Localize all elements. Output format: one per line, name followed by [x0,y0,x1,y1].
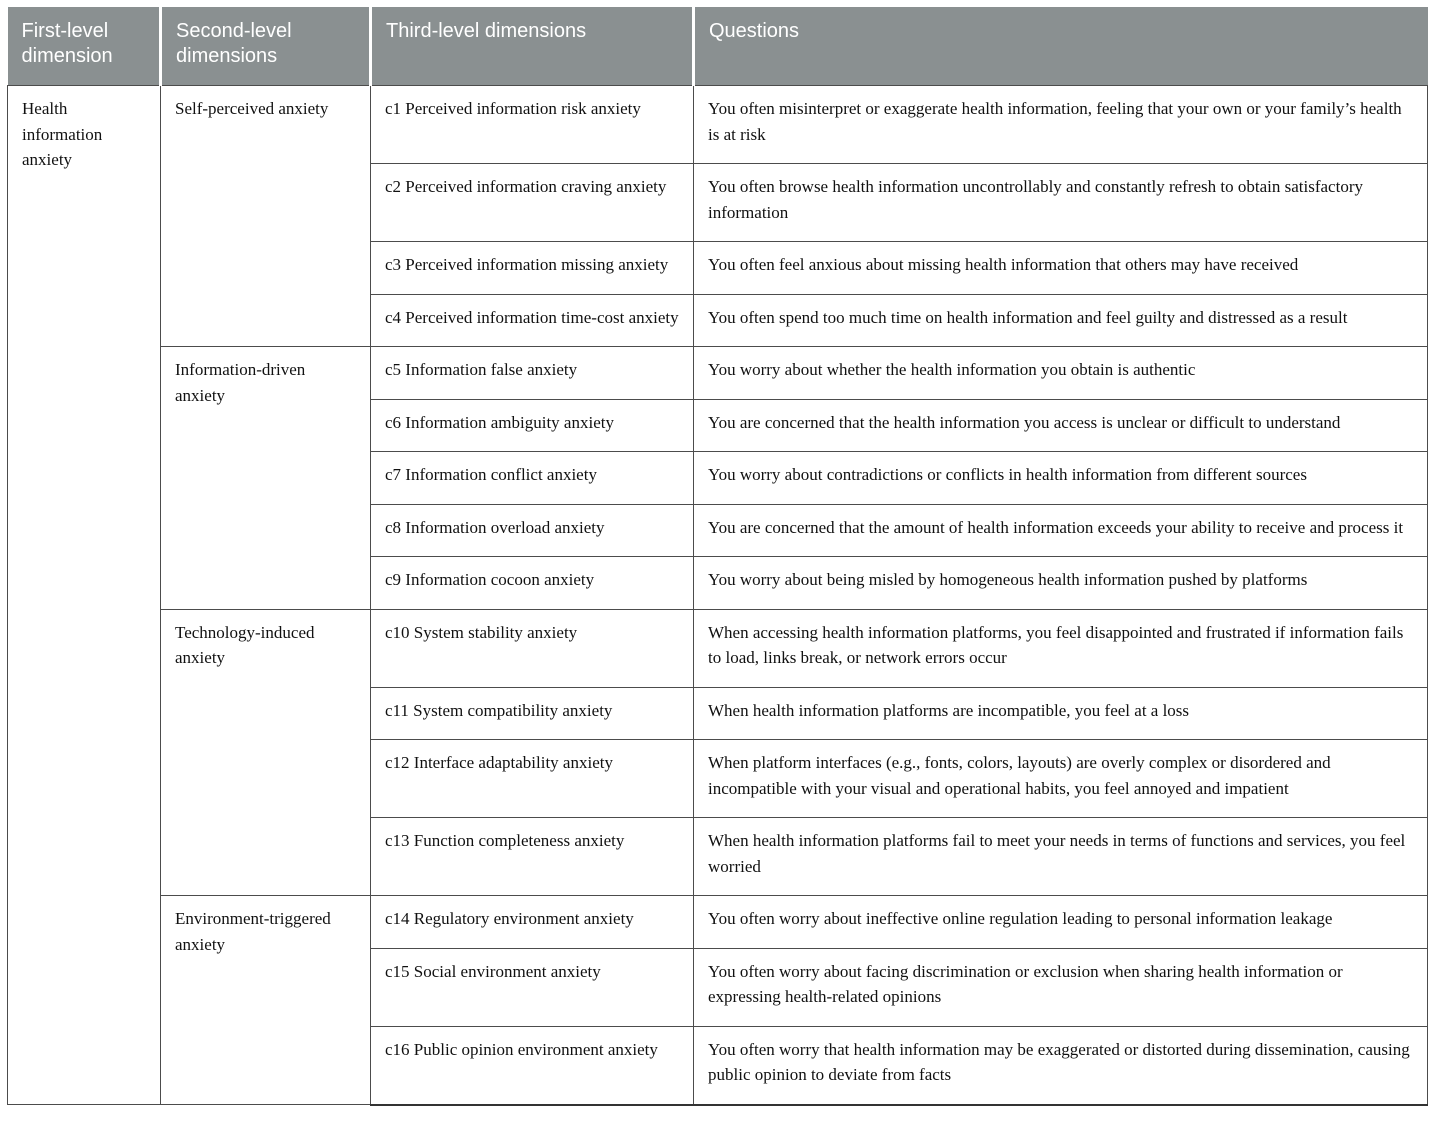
table-row [8,86,1428,164]
header-second-level-dimensions: Second-level dimensions [161,7,371,86]
third-level-cell: c3 Perceived information missing anxiety [371,242,694,295]
third-level-cell: c4 Perceived information time-cost anxiety [371,294,694,347]
third-level-cell: c16 Public opinion environment anxiety [371,1026,694,1105]
question-cell: You often spend too much time on health information and feel guilty and distressed as a result [694,294,1428,347]
third-level-cell: c15 Social environment anxiety [371,948,694,1026]
third-level-cell: c14 Regulatory environment anxiety [371,896,694,949]
question-cell: You are concerned that the health information you access is unclear or difficult to understand [694,399,1428,452]
third-level-cell: c10 System stability anxiety [371,609,694,687]
question-cell: When health information platforms fail to meet your needs in terms of functions and services, you feel worried [694,818,1428,896]
question-cell: You often feel anxious about missing health information that others may have received [694,242,1428,295]
question-cell: You are concerned that the amount of health information exceeds your ability to receive and process it [694,504,1428,557]
second-level-cell: Technology-induced anxiety [161,609,371,896]
third-level-cell: c2 Perceived information craving anxiety [371,164,694,242]
third-level-cell: c12 Interface adaptability anxiety [371,740,694,818]
first-level-cell: Health information anxiety [8,86,161,1105]
table-header-row [8,7,1428,86]
third-level-cell: c8 Information overload anxiety [371,504,694,557]
question-cell: You often browse health information uncontrollably and constantly refresh to obtain satisfactory information [694,164,1428,242]
question-cell: When accessing health information platforms, you feel disappointed and frustrated if information fails to load, links break, or network errors occur [694,609,1428,687]
header-questions: Questions [694,7,1428,86]
third-level-cell: c9 Information cocoon anxiety [371,557,694,610]
question-cell: You often misinterpret or exaggerate health information, feeling that your own or your family’s health is at risk [694,86,1428,164]
table-row [8,609,1428,687]
question-cell: You often worry about facing discrimination or exclusion when sharing health information or expressing health-related opinions [694,948,1428,1026]
table-row [8,347,1428,400]
question-cell: You worry about contradictions or conflicts in health information from different sources [694,452,1428,505]
header-third-level-dimensions: Third-level dimensions [371,7,694,86]
third-level-cell: c5 Information false anxiety [371,347,694,400]
question-cell: When platform interfaces (e.g., fonts, colors, layouts) are overly complex or disordered and incompatible with your visual and operational habits, you feel annoyed and impatient [694,740,1428,818]
dimensions-table [7,7,1428,1106]
third-level-cell: c1 Perceived information risk anxiety [371,86,694,164]
question-cell: You worry about being misled by homogeneous health information pushed by platforms [694,557,1428,610]
question-cell: When health information platforms are incompatible, you feel at a loss [694,687,1428,740]
third-level-cell: c11 System compatibility anxiety [371,687,694,740]
third-level-cell: c7 Information conflict anxiety [371,452,694,505]
header-first-level-dimension: First-level dimension [8,7,161,86]
table-row [8,896,1428,949]
question-cell: You often worry about ineffective online regulation leading to personal information leakage [694,896,1428,949]
second-level-cell: Self-perceived anxiety [161,86,371,347]
question-cell: You often worry that health information may be exaggerated or distorted during dissemination, causing public opinion to deviate from facts [694,1026,1428,1105]
second-level-cell: Information-driven anxiety [161,347,371,610]
question-cell: You worry about whether the health information you obtain is authentic [694,347,1428,400]
third-level-cell: c13 Function completeness anxiety [371,818,694,896]
third-level-cell: c6 Information ambiguity anxiety [371,399,694,452]
second-level-cell: Environment-triggered anxiety [161,896,371,1105]
